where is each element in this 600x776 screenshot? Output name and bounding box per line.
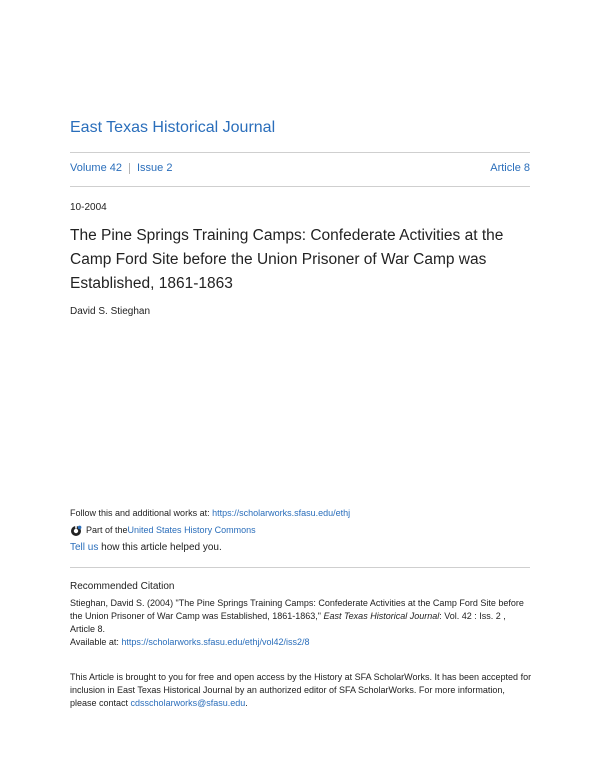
notice-end: . — [245, 698, 248, 708]
issue-bar — [70, 162, 530, 174]
citation-divider — [70, 567, 530, 568]
tell-us-link[interactable]: Tell us — [70, 542, 99, 553]
citation-heading: Recommended Citation — [70, 581, 175, 592]
tell-us-suffix: how this article helped you. — [98, 542, 222, 553]
top-divider — [70, 152, 530, 153]
citation-text — [70, 597, 532, 636]
author-name: David S. Stieghan — [70, 306, 151, 317]
part-of-prefix: Part of the — [86, 525, 128, 535]
publication-date: 10-2004 — [70, 202, 107, 213]
access-notice-text — [70, 671, 532, 710]
citation-text-2: : Vol. 42 : Iss. 2 , Article 8. — [70, 611, 506, 634]
article-number-link[interactable]: Article 8 — [490, 162, 530, 174]
contact-email-link[interactable]: cdsscholarworks@sfasu.edu — [130, 698, 246, 708]
issue-link[interactable]: Issue 2 — [136, 162, 173, 174]
tell-us-line — [70, 542, 222, 553]
citation-url-link[interactable]: https://scholarworks.sfasu.edu/ethj/vol42/iss2/8 — [121, 637, 310, 647]
citation-block — [70, 597, 532, 649]
available-prefix: Available at: — [70, 637, 122, 647]
citation-journal: East Texas Historical Journal — [323, 611, 440, 621]
cover-page — [70, 0, 530, 776]
journal-title-link[interactable]: East Texas Historical Journal — [70, 119, 276, 136]
article-title: The Pine Springs Training Camps: Confederate Activities at the Camp Ford Site before the Union Prisoner of War Camp was Established, 1861-1863 — [70, 227, 504, 292]
follow-line — [70, 507, 350, 520]
access-notice — [70, 671, 532, 710]
notice-text: This Article is brought to you for free and open access by the History at SFA ScholarWorks. It has been accepted for inclusion in East Texas Historical Journal by an authorized editor of SFA ScholarWorks. For more information, please contact — [70, 672, 532, 708]
follow-url-link[interactable]: https://scholarworks.sfasu.edu/ethj — [212, 508, 351, 518]
volume-issue-group — [70, 162, 172, 174]
volume-link[interactable]: Volume 42 — [70, 162, 122, 174]
history-commons-link[interactable]: United States History Commons — [127, 525, 256, 535]
network-commons-icon — [70, 525, 82, 537]
bottom-divider — [70, 186, 530, 187]
citation-available — [70, 636, 532, 649]
citation-text-1: Stieghan, David S. (2004) "The Pine Springs Training Camps: Confederate Activities at the Camp Ford Site before the Union Prisoner of War Camp was Established, 1861-1863," — [70, 598, 524, 621]
part-of-line — [70, 524, 256, 537]
follow-prefix: Follow this and additional works at: — [70, 508, 213, 518]
separator — [129, 163, 130, 174]
